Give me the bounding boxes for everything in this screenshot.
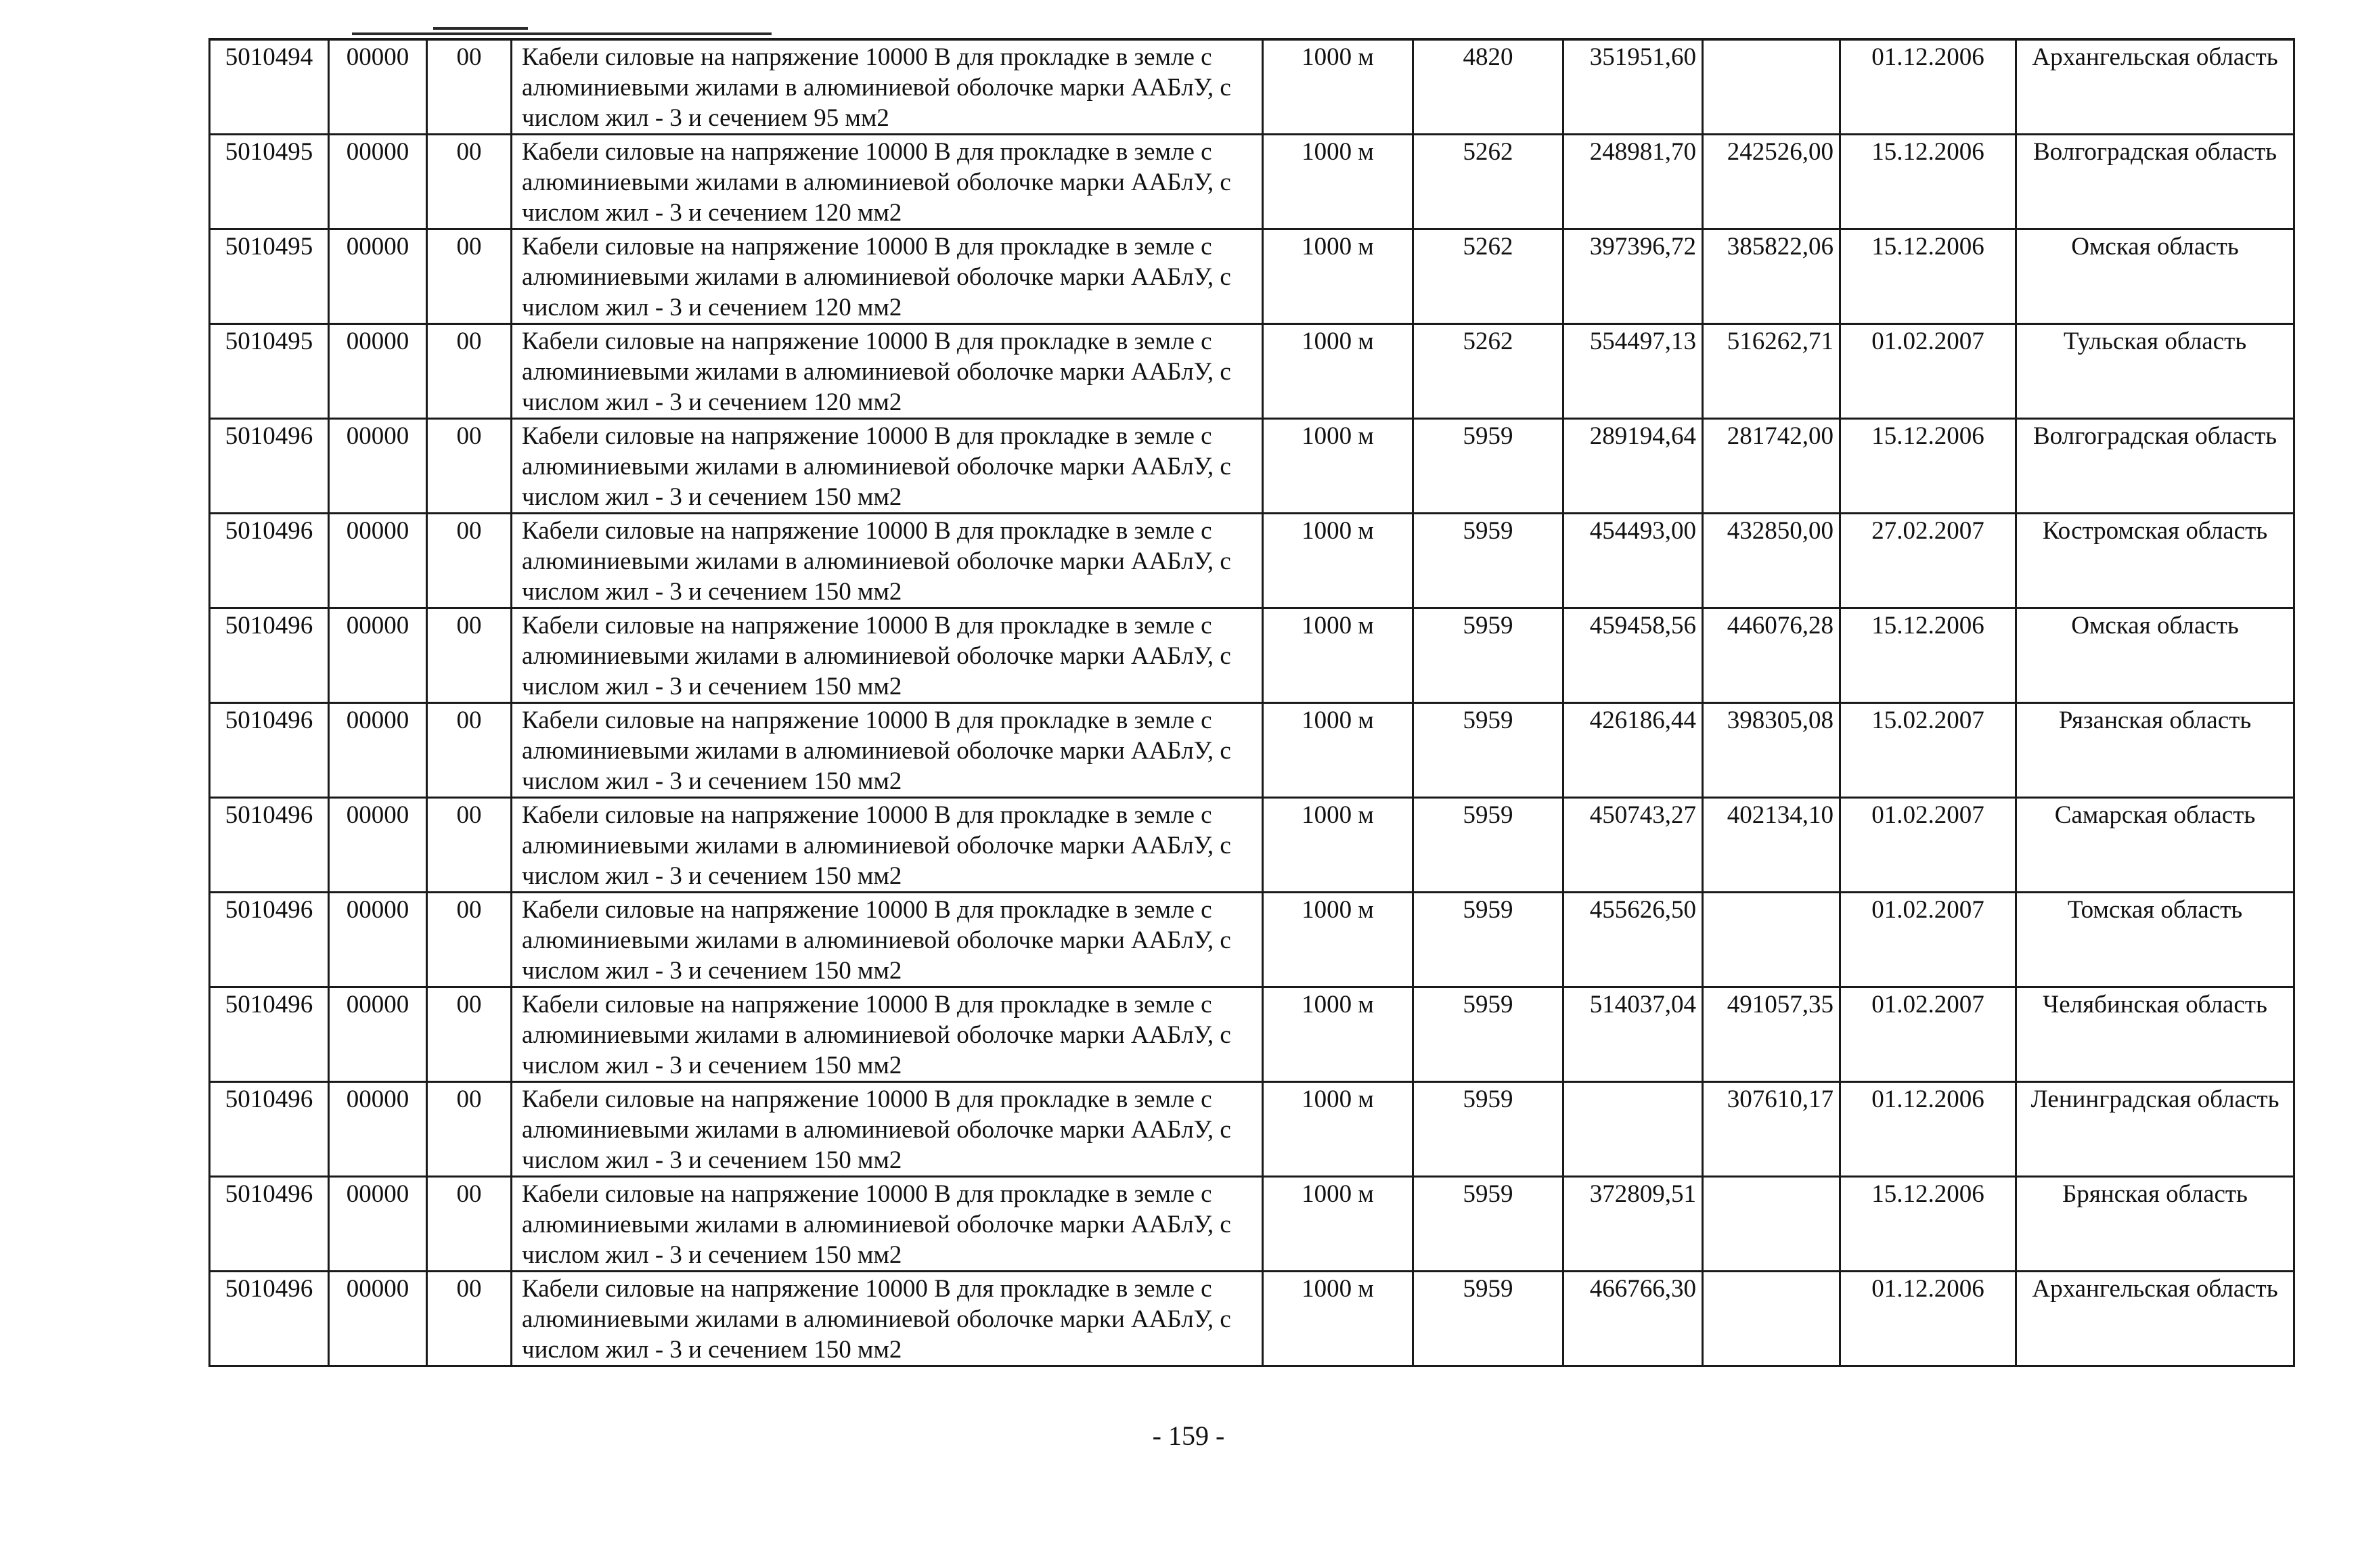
unit-cell: 1000 м bbox=[1263, 39, 1413, 135]
region-cell: Самарская область bbox=[2016, 798, 2294, 893]
price-cell: 454493,00 bbox=[1563, 514, 1703, 608]
subcode-cell: 00000 bbox=[329, 419, 427, 514]
suffix-cell: 00 bbox=[427, 608, 512, 703]
suffix-cell: 00 bbox=[427, 1272, 512, 1366]
okp-code-cell: 5010496 bbox=[210, 1272, 329, 1366]
unit-cell: 1000 м bbox=[1263, 229, 1413, 324]
table-row bbox=[210, 229, 2294, 324]
date-cell: 01.02.2007 bbox=[1840, 798, 2016, 893]
suffix-cell: 00 bbox=[427, 987, 512, 1082]
region-cell: Костромская область bbox=[2016, 514, 2294, 608]
date-cell: 15.12.2006 bbox=[1840, 135, 2016, 229]
scan-artifact-line bbox=[352, 32, 772, 35]
product-name-cell: Кабели силовые на напряжение 10000 В для прокладке в земле с алюминиевыми жилами в алюминиевой оболочке марки ААБлУ, с числом жил - 3 и сечением 120 мм2 bbox=[512, 135, 1263, 229]
unit-cell: 1000 м bbox=[1263, 893, 1413, 987]
unit-cell: 1000 м bbox=[1263, 135, 1413, 229]
date-cell: 15.12.2006 bbox=[1840, 419, 2016, 514]
price-cell: 455626,50 bbox=[1563, 893, 1703, 987]
date-cell: 01.12.2006 bbox=[1840, 39, 2016, 135]
product-name-cell: Кабели силовые на напряжение 10000 В для прокладке в земле с алюминиевыми жилами в алюминиевой оболочке марки ААБлУ, с числом жил - 3 и сечением 150 мм2 bbox=[512, 987, 1263, 1082]
product-name-cell: Кабели силовые на напряжение 10000 В для прокладке в земле с алюминиевыми жилами в алюминиевой оболочке марки ААБлУ, с числом жил - 3 и сечением 95 мм2 bbox=[512, 39, 1263, 135]
subcode-cell: 00000 bbox=[329, 893, 427, 987]
date-cell: 01.02.2007 bbox=[1840, 893, 2016, 987]
quantity-cell: 5959 bbox=[1413, 1082, 1563, 1177]
table-row bbox=[210, 1272, 2294, 1366]
date-cell: 15.12.2006 bbox=[1840, 1177, 2016, 1272]
region-cell: Тульская область bbox=[2016, 324, 2294, 419]
quantity-cell: 5959 bbox=[1413, 1177, 1563, 1272]
region-cell: Архангельская область bbox=[2016, 39, 2294, 135]
unit-cell: 1000 м bbox=[1263, 419, 1413, 514]
table-row bbox=[210, 514, 2294, 608]
product-name-cell: Кабели силовые на напряжение 10000 В для прокладке в земле с алюминиевыми жилами в алюминиевой оболочке марки ААБлУ, с числом жил - 3 и сечением 120 мм2 bbox=[512, 229, 1263, 324]
region-cell: Ленинградская область bbox=[2016, 1082, 2294, 1177]
subcode-cell: 00000 bbox=[329, 514, 427, 608]
price-without-vat-cell: 402134,10 bbox=[1703, 798, 1840, 893]
okp-code-cell: 5010496 bbox=[210, 608, 329, 703]
subcode-cell: 00000 bbox=[329, 39, 427, 135]
price-without-vat-cell: 446076,28 bbox=[1703, 608, 1840, 703]
scan-artifact-line bbox=[433, 27, 528, 30]
suffix-cell: 00 bbox=[427, 893, 512, 987]
quantity-cell: 4820 bbox=[1413, 39, 1563, 135]
okp-code-cell: 5010494 bbox=[210, 39, 329, 135]
table-row bbox=[210, 419, 2294, 514]
region-cell: Волгоградская область bbox=[2016, 135, 2294, 229]
suffix-cell: 00 bbox=[427, 39, 512, 135]
table-row bbox=[210, 1082, 2294, 1177]
okp-code-cell: 5010495 bbox=[210, 229, 329, 324]
suffix-cell: 00 bbox=[427, 798, 512, 893]
unit-cell: 1000 м bbox=[1263, 608, 1413, 703]
quantity-cell: 5959 bbox=[1413, 514, 1563, 608]
suffix-cell: 00 bbox=[427, 1177, 512, 1272]
unit-cell: 1000 м bbox=[1263, 1272, 1413, 1366]
okp-code-cell: 5010496 bbox=[210, 1082, 329, 1177]
okp-code-cell: 5010496 bbox=[210, 703, 329, 798]
price-without-vat-cell: 516262,71 bbox=[1703, 324, 1840, 419]
suffix-cell: 00 bbox=[427, 135, 512, 229]
price-cell: 554497,13 bbox=[1563, 324, 1703, 419]
product-name-cell: Кабели силовые на напряжение 10000 В для прокладке в земле с алюминиевыми жилами в алюминиевой оболочке марки ААБлУ, с числом жил - 3 и сечением 150 мм2 bbox=[512, 1272, 1263, 1366]
quantity-cell: 5959 bbox=[1413, 1272, 1563, 1366]
okp-code-cell: 5010496 bbox=[210, 419, 329, 514]
okp-code-cell: 5010496 bbox=[210, 514, 329, 608]
price-cell: 459458,56 bbox=[1563, 608, 1703, 703]
price-table bbox=[208, 38, 2295, 1367]
quantity-cell: 5262 bbox=[1413, 324, 1563, 419]
date-cell: 15.02.2007 bbox=[1840, 703, 2016, 798]
quantity-cell: 5959 bbox=[1413, 703, 1563, 798]
price-without-vat-cell: 307610,17 bbox=[1703, 1082, 1840, 1177]
subcode-cell: 00000 bbox=[329, 135, 427, 229]
date-cell: 01.02.2007 bbox=[1840, 987, 2016, 1082]
okp-code-cell: 5010496 bbox=[210, 1177, 329, 1272]
subcode-cell: 00000 bbox=[329, 1177, 427, 1272]
unit-cell: 1000 м bbox=[1263, 1082, 1413, 1177]
okp-code-cell: 5010496 bbox=[210, 987, 329, 1082]
table-row bbox=[210, 987, 2294, 1082]
subcode-cell: 00000 bbox=[329, 324, 427, 419]
subcode-cell: 00000 bbox=[329, 608, 427, 703]
price-without-vat-cell: 398305,08 bbox=[1703, 703, 1840, 798]
product-name-cell: Кабели силовые на напряжение 10000 В для прокладке в земле с алюминиевыми жилами в алюминиевой оболочке марки ААБлУ, с числом жил - 3 и сечением 120 мм2 bbox=[512, 324, 1263, 419]
price-without-vat-cell bbox=[1703, 1272, 1840, 1366]
table-row bbox=[210, 324, 2294, 419]
table-row bbox=[210, 798, 2294, 893]
price-cell: 514037,04 bbox=[1563, 987, 1703, 1082]
table-row bbox=[210, 1177, 2294, 1272]
quantity-cell: 5959 bbox=[1413, 893, 1563, 987]
price-without-vat-cell bbox=[1703, 893, 1840, 987]
suffix-cell: 00 bbox=[427, 703, 512, 798]
price-cell: 466766,30 bbox=[1563, 1272, 1703, 1366]
region-cell: Челябинская область bbox=[2016, 987, 2294, 1082]
okp-code-cell: 5010496 bbox=[210, 798, 329, 893]
date-cell: 27.02.2007 bbox=[1840, 514, 2016, 608]
quantity-cell: 5959 bbox=[1413, 608, 1563, 703]
date-cell: 01.02.2007 bbox=[1840, 324, 2016, 419]
suffix-cell: 00 bbox=[427, 419, 512, 514]
table-row bbox=[210, 703, 2294, 798]
suffix-cell: 00 bbox=[427, 514, 512, 608]
product-name-cell: Кабели силовые на напряжение 10000 В для прокладке в земле с алюминиевыми жилами в алюминиевой оболочке марки ААБлУ, с числом жил - 3 и сечением 150 мм2 bbox=[512, 419, 1263, 514]
okp-code-cell: 5010495 bbox=[210, 324, 329, 419]
price-cell: 289194,64 bbox=[1563, 419, 1703, 514]
price-cell: 372809,51 bbox=[1563, 1177, 1703, 1272]
unit-cell: 1000 м bbox=[1263, 703, 1413, 798]
price-without-vat-cell: 385822,06 bbox=[1703, 229, 1840, 324]
okp-code-cell: 5010496 bbox=[210, 893, 329, 987]
price-without-vat-cell bbox=[1703, 1177, 1840, 1272]
region-cell: Омская область bbox=[2016, 608, 2294, 703]
product-name-cell: Кабели силовые на напряжение 10000 В для прокладке в земле с алюминиевыми жилами в алюминиевой оболочке марки ААБлУ, с числом жил - 3 и сечением 150 мм2 bbox=[512, 703, 1263, 798]
table-row bbox=[210, 135, 2294, 229]
product-name-cell: Кабели силовые на напряжение 10000 В для прокладке в земле с алюминиевыми жилами в алюминиевой оболочке марки ААБлУ, с числом жил - 3 и сечением 150 мм2 bbox=[512, 1082, 1263, 1177]
date-cell: 15.12.2006 bbox=[1840, 229, 2016, 324]
suffix-cell: 00 bbox=[427, 1082, 512, 1177]
price-without-vat-cell: 281742,00 bbox=[1703, 419, 1840, 514]
price-without-vat-cell bbox=[1703, 39, 1840, 135]
suffix-cell: 00 bbox=[427, 324, 512, 419]
unit-cell: 1000 м bbox=[1263, 1177, 1413, 1272]
okp-code-cell: 5010495 bbox=[210, 135, 329, 229]
region-cell: Волгоградская область bbox=[2016, 419, 2294, 514]
price-cell: 351951,60 bbox=[1563, 39, 1703, 135]
unit-cell: 1000 м bbox=[1263, 798, 1413, 893]
price-without-vat-cell: 432850,00 bbox=[1703, 514, 1840, 608]
table-body bbox=[210, 39, 2294, 1366]
subcode-cell: 00000 bbox=[329, 987, 427, 1082]
quantity-cell: 5262 bbox=[1413, 135, 1563, 229]
price-cell: 248981,70 bbox=[1563, 135, 1703, 229]
region-cell: Архангельская область bbox=[2016, 1272, 2294, 1366]
subcode-cell: 00000 bbox=[329, 703, 427, 798]
product-name-cell: Кабели силовые на напряжение 10000 В для прокладке в земле с алюминиевыми жилами в алюминиевой оболочке марки ААБлУ, с числом жил - 3 и сечением 150 мм2 bbox=[512, 893, 1263, 987]
region-cell: Томская область bbox=[2016, 893, 2294, 987]
product-name-cell: Кабели силовые на напряжение 10000 В для прокладке в земле с алюминиевыми жилами в алюминиевой оболочке марки ААБлУ, с числом жил - 3 и сечением 150 мм2 bbox=[512, 608, 1263, 703]
date-cell: 01.12.2006 bbox=[1840, 1082, 2016, 1177]
price-cell bbox=[1563, 1082, 1703, 1177]
quantity-cell: 5959 bbox=[1413, 419, 1563, 514]
table-row bbox=[210, 39, 2294, 135]
subcode-cell: 00000 bbox=[329, 1082, 427, 1177]
unit-cell: 1000 м bbox=[1263, 987, 1413, 1082]
price-cell: 397396,72 bbox=[1563, 229, 1703, 324]
price-cell: 426186,44 bbox=[1563, 703, 1703, 798]
suffix-cell: 00 bbox=[427, 229, 512, 324]
unit-cell: 1000 м bbox=[1263, 324, 1413, 419]
price-cell: 450743,27 bbox=[1563, 798, 1703, 893]
unit-cell: 1000 м bbox=[1263, 514, 1413, 608]
price-without-vat-cell: 242526,00 bbox=[1703, 135, 1840, 229]
region-cell: Брянская область bbox=[2016, 1177, 2294, 1272]
product-name-cell: Кабели силовые на напряжение 10000 В для прокладке в земле с алюминиевыми жилами в алюминиевой оболочке марки ААБлУ, с числом жил - 3 и сечением 150 мм2 bbox=[512, 798, 1263, 893]
price-without-vat-cell: 491057,35 bbox=[1703, 987, 1840, 1082]
table-row bbox=[210, 893, 2294, 987]
date-cell: 01.12.2006 bbox=[1840, 1272, 2016, 1366]
product-name-cell: Кабели силовые на напряжение 10000 В для прокладке в земле с алюминиевыми жилами в алюминиевой оболочке марки ААБлУ, с числом жил - 3 и сечением 150 мм2 bbox=[512, 1177, 1263, 1272]
date-cell: 15.12.2006 bbox=[1840, 608, 2016, 703]
quantity-cell: 5262 bbox=[1413, 229, 1563, 324]
subcode-cell: 00000 bbox=[329, 798, 427, 893]
subcode-cell: 00000 bbox=[329, 1272, 427, 1366]
region-cell: Рязанская область bbox=[2016, 703, 2294, 798]
quantity-cell: 5959 bbox=[1413, 798, 1563, 893]
subcode-cell: 00000 bbox=[329, 229, 427, 324]
table-row bbox=[210, 608, 2294, 703]
quantity-cell: 5959 bbox=[1413, 987, 1563, 1082]
product-name-cell: Кабели силовые на напряжение 10000 В для прокладке в земле с алюминиевыми жилами в алюминиевой оболочке марки ААБлУ, с числом жил - 3 и сечением 150 мм2 bbox=[512, 514, 1263, 608]
page-number: - 159 - bbox=[1152, 1420, 1225, 1451]
region-cell: Омская область bbox=[2016, 229, 2294, 324]
